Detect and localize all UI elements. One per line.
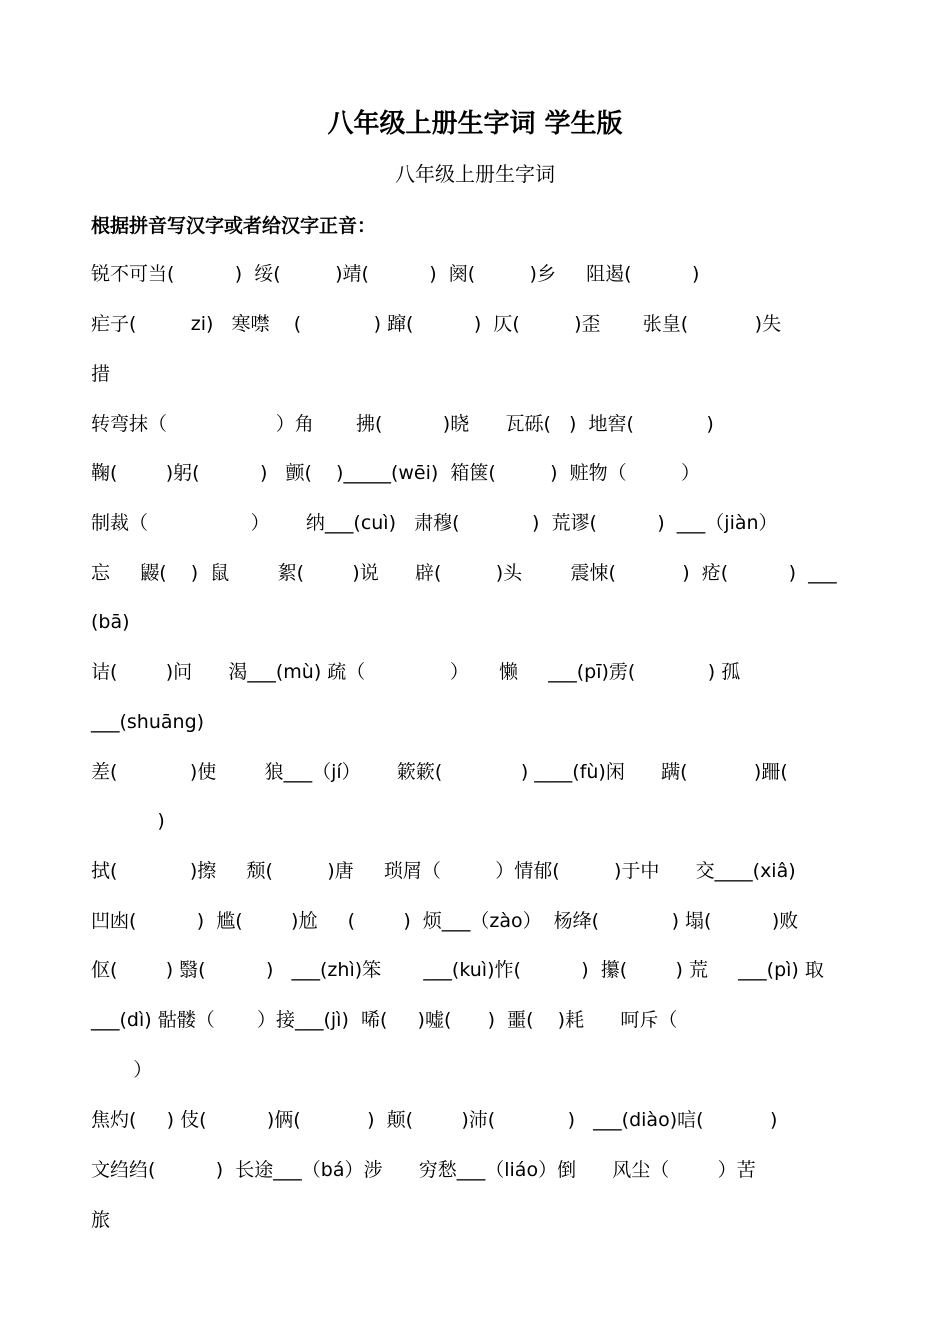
exercise-line: 鞠( )躬( ) 颤( )_____(wēi) 箱箧( ) 赃物（ ） [91, 462, 700, 484]
exercise-line: 锐不可当( ) 绥( )靖( ) 阕( )乡 阻遏( ) [91, 263, 700, 285]
exercise-line: 转弯抹（ ）角 拂( )晓 瓦砾( ) 地窖( ) [91, 413, 714, 435]
exercise-line: 忘 鼹( ) 鼠 絮( )说 辟( )头 震悚( ) 疮( ) ___ [91, 562, 837, 584]
document-title: 八年级上册生字词 学生版 [327, 109, 623, 139]
exercise-line: 拭( )擦 颓( )唐 琐屑（ ）情郁( )于中 交____(xiâ) [91, 860, 796, 882]
exercise-line: ___(dì) 骷髅（ ）接___(jì) 唏( )嘘( ) 噩( )耗 呵斥（ [91, 1009, 678, 1031]
exercise-line: ） [91, 1059, 153, 1081]
exercise-line: 焦灼( ) 伎( )俩( ) 颠( )沛( ) ___(diào)唁( ) [91, 1109, 778, 1131]
exercise-line: 制裁（ ） 纳___(cuì) 肃穆( ) 荒谬( ) ___（jiàn） [91, 512, 778, 534]
exercise-line: 伛( ) 翳( ) ___(zhì)笨 ___(kuì)怍( ) 攥( ) 荒 ___(pì) 取 [91, 959, 824, 981]
exercise-line: 凹凼( ) 尴( )尬 ( ) 烦___（zào） 杨绛( ) 塌( )败 [91, 910, 799, 932]
exercise-line: 诘( )问 渴___(mù) 疏（ ） 懒 ___(pī)雳( ) 孤 [91, 661, 741, 683]
exercise-line: 差( )使 狼___（jí） 簌簌( ) ____(fù)闲 蹒( )跚( [91, 761, 788, 783]
document-subtitle: 八年级上册生字词 [395, 162, 555, 186]
exercise-line: 疟子( zi) 寒噤 ( ) 蹿( ) 仄( )歪 张皇( )失 [91, 313, 782, 335]
exercise-line: 文绉绉( ) 长途___（bá）涉 穷愁___（liáo）倒 风尘（ ）苦 [91, 1159, 756, 1181]
exercise-line: ___(shuāng) [91, 711, 205, 733]
exercise-line: ) [91, 810, 165, 832]
exercise-line: 措 [91, 363, 111, 385]
exercise-line: (bā) [91, 611, 130, 633]
exercise-line: 旅 [91, 1209, 111, 1231]
instruction-heading: 根据拼音写汉字或者给汉字正音： [91, 215, 377, 237]
